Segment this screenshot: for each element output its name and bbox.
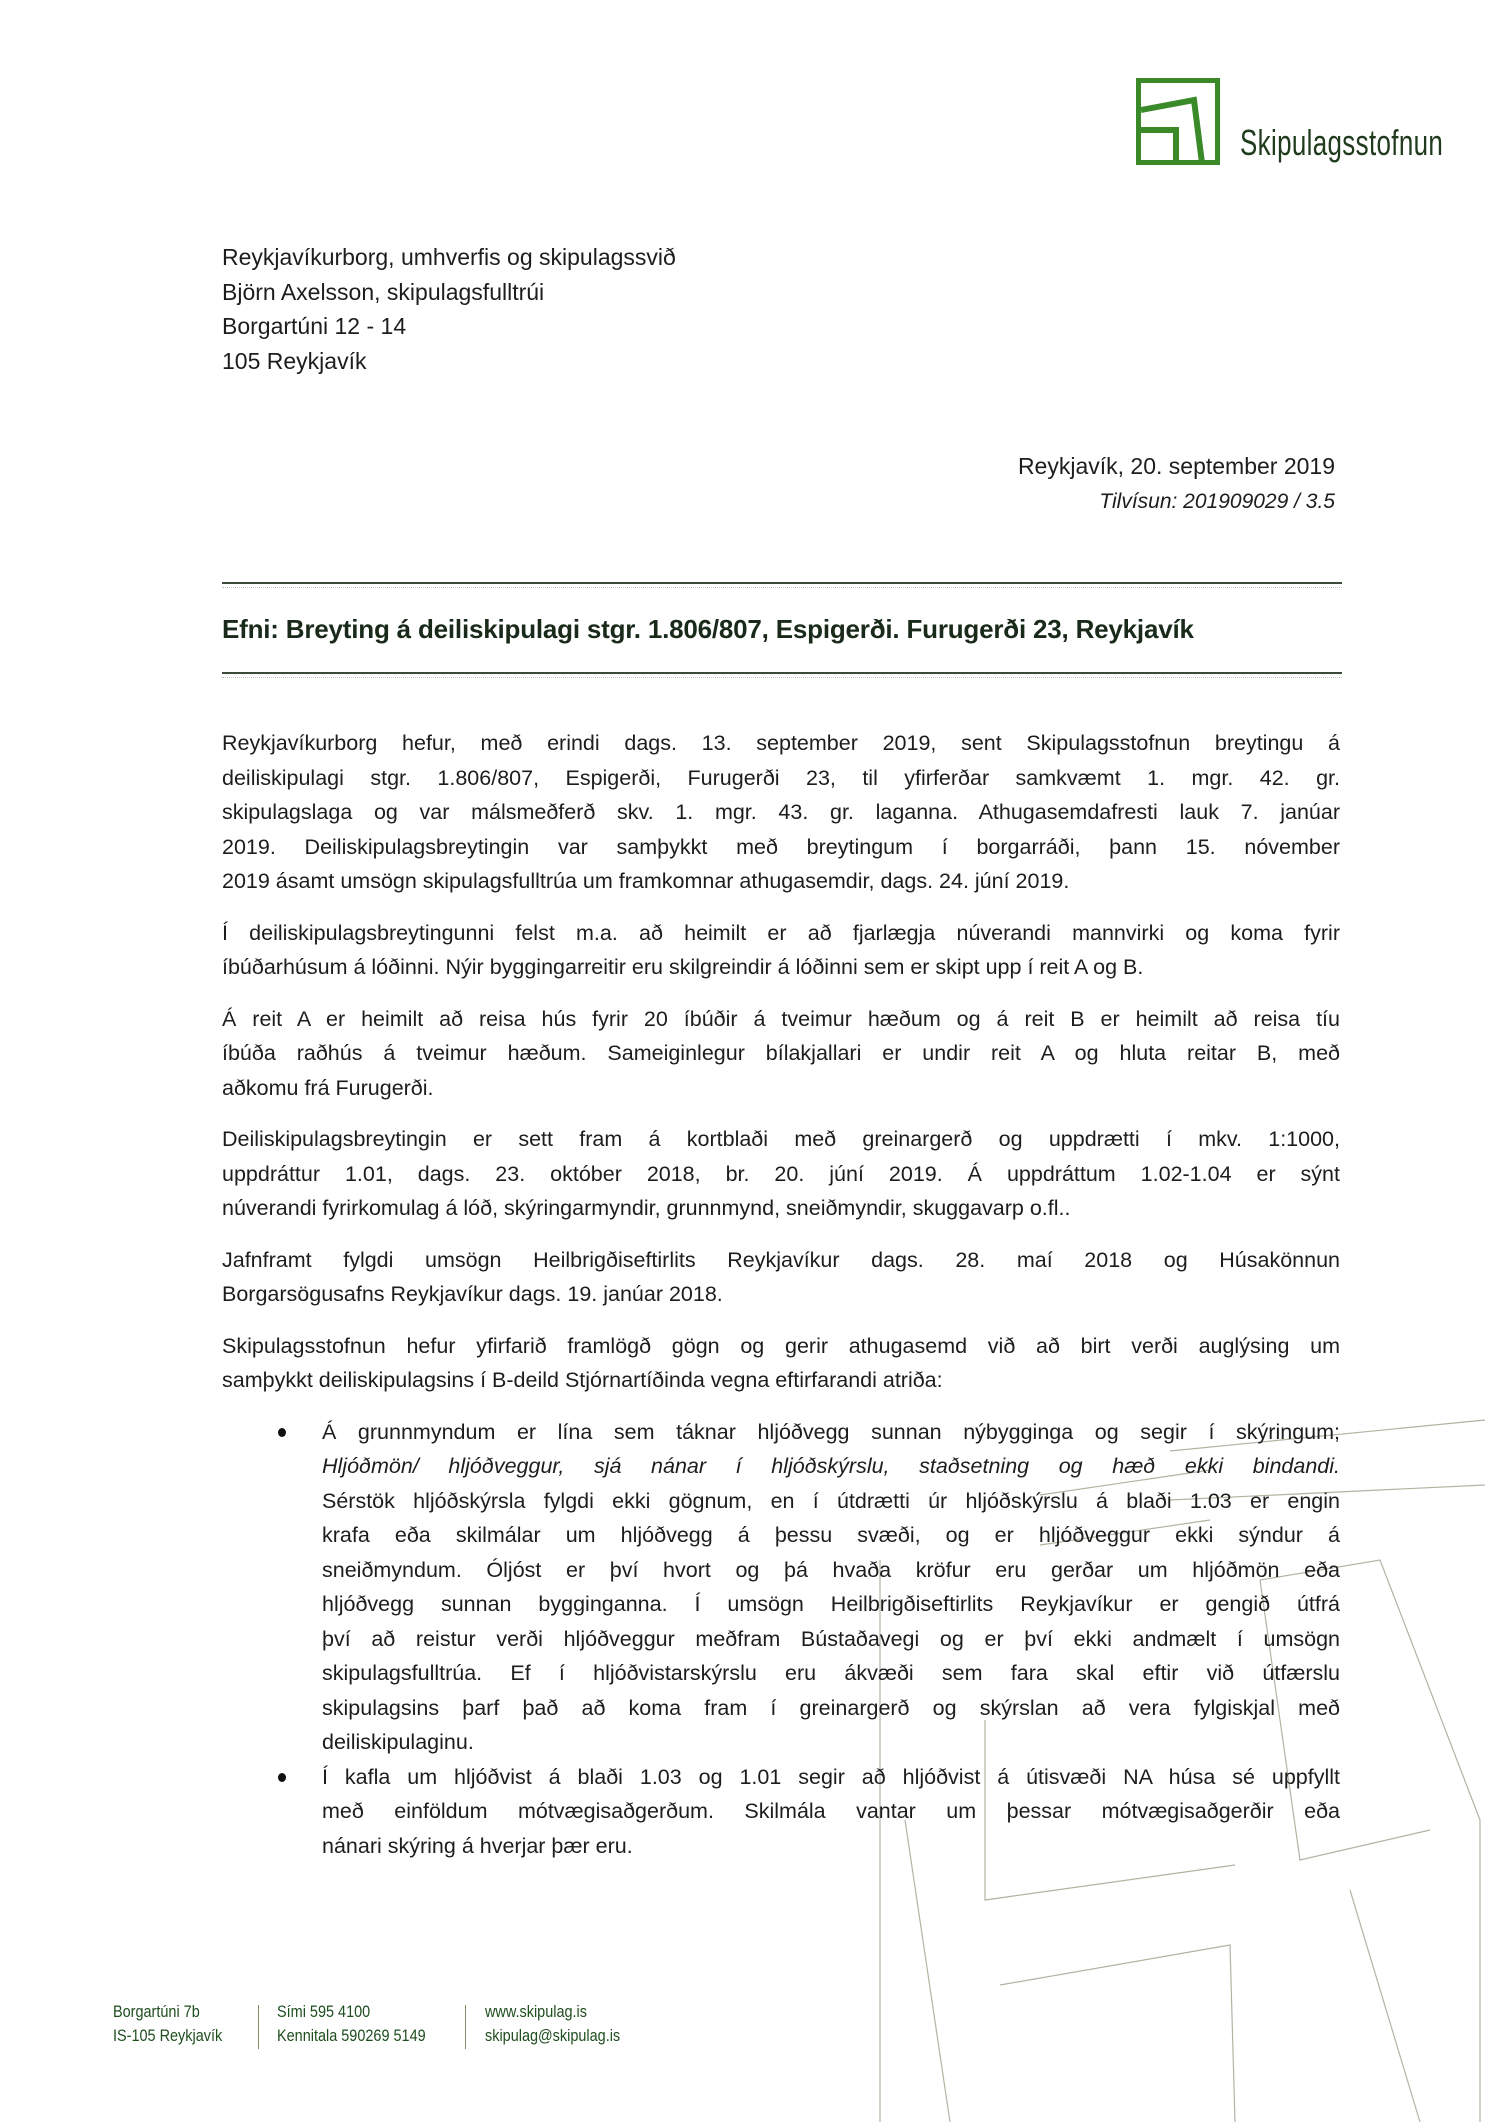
footer-phone: Sími 595 4100 — [277, 2002, 371, 2021]
paragraph — [222, 1243, 1340, 1312]
footer-address — [113, 2000, 222, 2048]
logo-wordmark: Skipulagsstofnun — [1240, 122, 1444, 163]
text-line: með einföldum mótvægisaðgerðum. Skilmála vantar um þessar mótvægisaðgerðir eða — [322, 1799, 1340, 1823]
text-line: Í kafla um hljóðvist á blaði 1.03 og 1.01 segir að hljóðvist á útisvæði NA húsa sé uppfyllt — [322, 1764, 1340, 1789]
bullet-icon — [278, 1428, 286, 1437]
paragraph — [222, 1002, 1340, 1106]
text-line: Á reit A er heimilt að reisa hús fyrir 20 íbúðir á tveimur hæðum og á reit B er heimilt að reisa tíu — [222, 1006, 1340, 1031]
footer-separator — [465, 2005, 466, 2049]
paragraph — [222, 1122, 1340, 1226]
letter-body — [222, 726, 1340, 1863]
footer-separator — [258, 2005, 259, 2049]
text-line: aðkomu frá Furugerði. — [222, 1075, 434, 1100]
footer-web — [485, 2000, 620, 2048]
footer-line: IS-105 Reykjavík — [113, 2026, 223, 2045]
logo-icon — [1136, 78, 1220, 165]
text-line: krafa eða skilmálar um hljóðvegg á þessu svæði, og er hljóðveggur ekki sýndur á — [322, 1523, 1340, 1547]
text-line: Á grunnmyndum er lína sem táknar hljóðvegg sunnan nýbygginga og segir í skýringum; — [322, 1419, 1340, 1444]
text-line: deiliskipulaginu. — [322, 1730, 474, 1754]
text-line: 2019. Deiliskipulagsbreytingin var samþykkt með breytingum í borgarráði, þann 15. nóvember — [222, 834, 1340, 859]
paragraph — [222, 726, 1340, 899]
text-line: Reykjavíkurborg hefur, með erindi dags. 13. september 2019, sent Skipulagsstofnun breytingu á — [222, 731, 1340, 755]
date-block — [1018, 448, 1335, 520]
text-line: því að reistur verði hljóðveggur meðfram Bústaðavegi og er því ekki andmælt í umsögn — [322, 1626, 1340, 1651]
paragraph — [222, 1329, 1340, 1398]
text-line: Borgarsögusafns Reykjavíkur dags. 19. janúar 2018. — [222, 1282, 723, 1306]
text-line: nánari skýring á hverjar þær eru. — [322, 1833, 633, 1858]
text-line: Hljóðmön/ hljóðveggur, sjá nánar í hljóðskýrslu, staðsetning og hæð ekki bindandi. — [322, 1454, 1340, 1478]
text-line: íbúða raðhús á tveimur hæðum. Sameiginlegur bílakjallari er undir reit A og hluta reitar B, með — [222, 1041, 1340, 1065]
text-line: 2019 ásamt umsögn skipulagsfulltrúa um framkomnar athugasemdir, dags. 24. júní 2019. — [222, 869, 1070, 893]
text-line: skipulagsins þarf það að koma fram í greinargerð og skýrslan að vera fylgiskjal með — [322, 1695, 1340, 1720]
text-line: Skipulagsstofnun hefur yfirfarið framlögð gögn og gerir athugasemd við að birt verði auglýsing um — [222, 1333, 1340, 1358]
text-line: sneiðmyndum. Óljóst er því hvort og þá hvaða kröfur eru gerðar um hljóðmön eða — [322, 1557, 1340, 1582]
footer-email-link[interactable]: skipulag@skipulag.is — [485, 2026, 621, 2045]
paragraph — [222, 916, 1340, 985]
text-line: hljóðvegg sunnan bygginganna. Í umsögn Heilbrigðiseftirlits Reykjavíkur er gengið útfrá — [322, 1592, 1340, 1616]
recipient-line: 105 Reykjavík — [222, 347, 367, 374]
divider — [222, 672, 1342, 674]
text-line: Deiliskipulagsbreytingin er sett fram á kortblaði með greinargerð og uppdrætti í mkv. 1:1000, — [222, 1127, 1340, 1151]
recipient-line: Reykjavíkurborg, umhverfis og skipulagssvið — [222, 244, 676, 270]
footer-website-link[interactable]: www.skipulag.is — [485, 2002, 587, 2021]
letter-date: Reykjavík, 20. september 2019 — [1017, 453, 1335, 479]
footer-contact — [277, 2000, 426, 2048]
text-line: Sérstök hljóðskýrsla fylgdi ekki gögnum, en í útdrætti úr hljóðskýrslu á blaði 1.03 er engin — [322, 1488, 1340, 1513]
text-line: íbúðarhúsum á lóðinni. Nýir byggingarreitir eru skilgreindir á lóðinni sem er skipt upp í reit A og B. — [222, 955, 1144, 979]
text-line: samþykkt deiliskipulagsins í B-deild Stjórnartíðinda vegna eftirfarandi atriða: — [222, 1368, 943, 1392]
text-line: skipulagslaga og var málsmeðferð skv. 1. mgr. 43. gr. laganna. Athugasemdafresti lauk 7. janúar — [222, 800, 1340, 824]
text-line: núverandi fyrirkomulag á lóð, skýringarmyndir, grunnmynd, sneiðmyndir, skuggavarp o.fl.. — [222, 1196, 1071, 1220]
text-line: uppdráttur 1.01, dags. 23. október 2018, br. 20. júní 2019. Á uppdráttum 1.02-1.04 er sýnt — [222, 1161, 1340, 1186]
recipient-line: Borgartúni 12 - 14 — [222, 313, 407, 339]
text-line: Jafnframt fylgdi umsögn Heilbrigðiseftirlits Reykjavíkur dags. 28. maí 2018 og Húsakönnun — [222, 1247, 1340, 1272]
footer-line: Borgartúni 7b — [113, 2002, 200, 2021]
bullet-item — [322, 1760, 1340, 1864]
text-line: Í deiliskipulagsbreytingunni felst m.a. að heimilt er að fjarlægja núverandi mannvirki og koma fyrir — [222, 920, 1340, 945]
bullet-list — [322, 1415, 1340, 1864]
divider — [222, 582, 1342, 584]
footer-id: Kennitala 590269 5149 — [277, 2026, 426, 2045]
recipient-line: Björn Axelsson, skipulagsfulltrúi — [222, 278, 545, 305]
text-line: skipulagsfulltrúa. Ef í hljóðvistarskýrslu eru ákvæði sem fara skal eftir við útfærslu — [322, 1661, 1340, 1685]
text-line: deiliskipulagi stgr. 1.806/807, Espigerði, Furugerði 23, til yfirferðar samkvæmt 1. mgr. 42. gr. — [222, 765, 1340, 790]
reference-number: Tilvísun: 201909029 / 3.5 — [1099, 490, 1335, 513]
bullet-icon — [278, 1773, 286, 1782]
bullet-item — [322, 1415, 1340, 1760]
recipient-address — [222, 240, 676, 378]
subject-heading: Efni: Breyting á deiliskipulagi stgr. 1.806/807, Espigerði. Furugerði 23, Reykjavík — [222, 614, 1194, 644]
